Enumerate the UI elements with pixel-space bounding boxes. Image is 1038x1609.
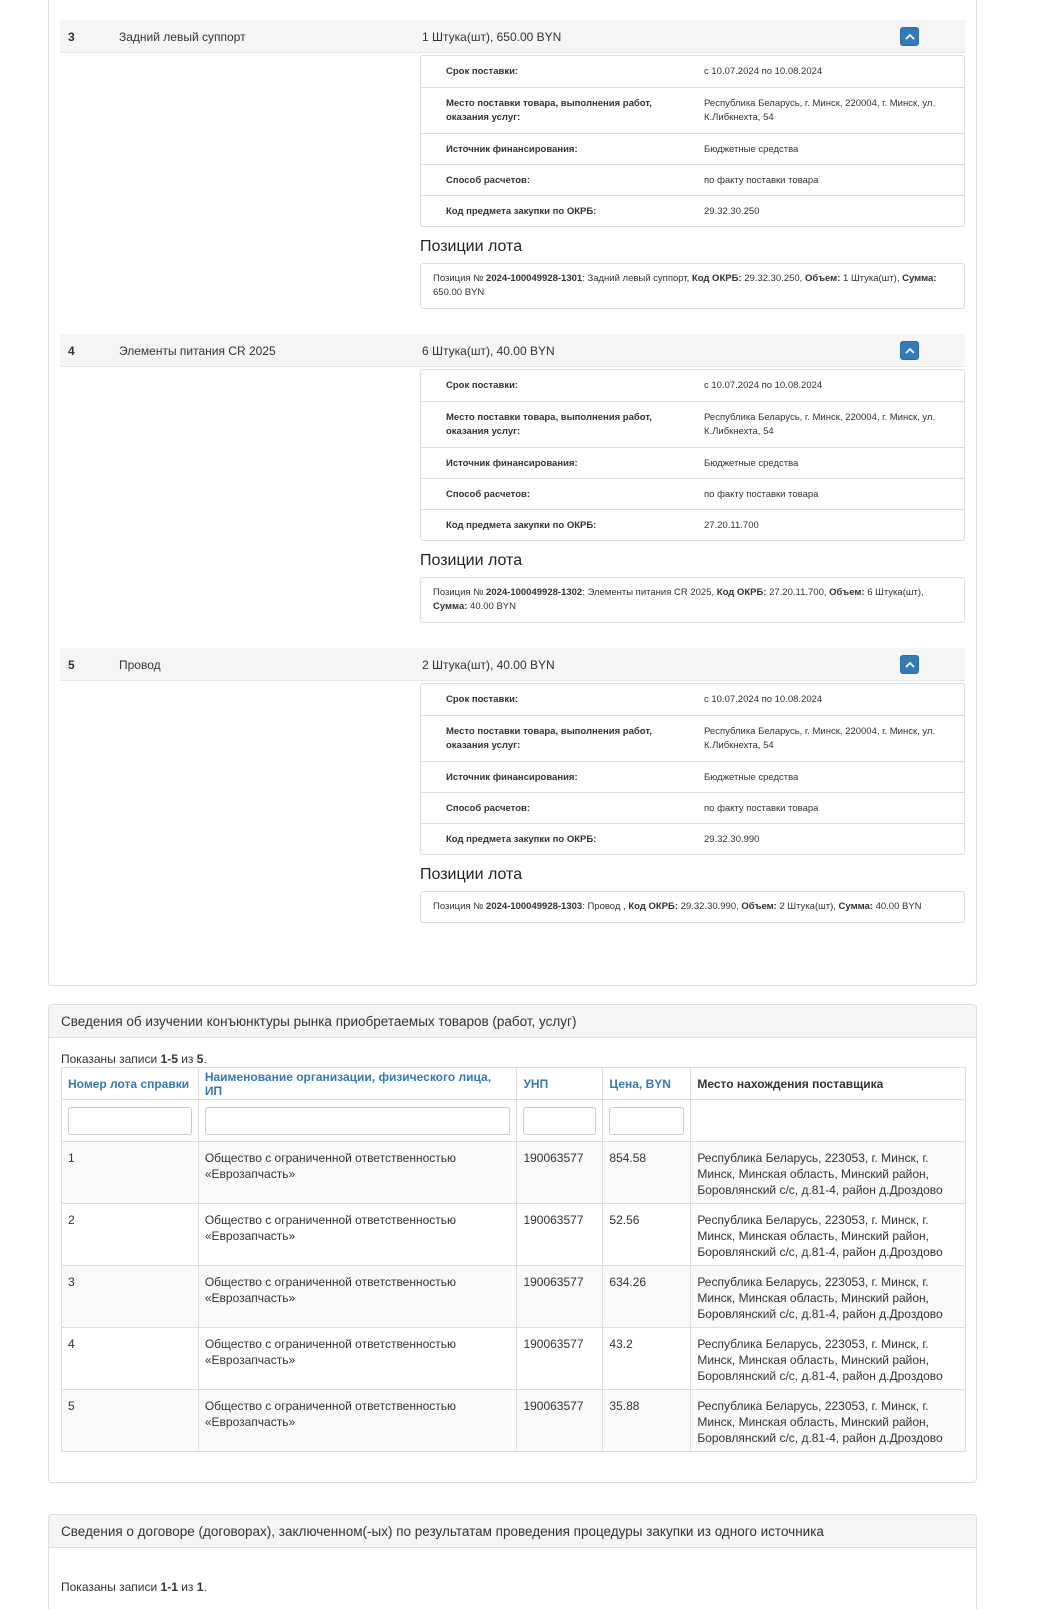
detail-label: Код предмета закупки по ОКРБ:	[446, 520, 597, 531]
lot-row	[60, 648, 965, 681]
lot-3	[60, 20, 965, 298]
detail-label: Срок поставки:	[446, 694, 519, 705]
table-row	[62, 1390, 966, 1452]
cell-unp: 190063577	[517, 1328, 603, 1390]
records-summary	[61, 1580, 207, 1594]
position-prefix: Позиция №	[433, 587, 487, 598]
lot-name: Задний левый суппорт	[119, 30, 246, 44]
detail-label: Место поставки товара, выполнения работ, оказания услуг:	[446, 412, 652, 437]
detail-row	[421, 715, 964, 761]
detail-label: Срок поставки:	[446, 66, 519, 77]
detail-row	[421, 401, 964, 447]
cell-organization: Общество с ограниченной ответственностью «Еврозапчасть»	[198, 1328, 517, 1390]
sort-organization-header[interactable]: Наименование организации, физического лица, ИП	[198, 1068, 517, 1100]
detail-value: Бюджетные средства	[704, 772, 799, 783]
summary-prefix: Показаны записи	[61, 1052, 161, 1066]
volume-value: 2 Штука(шт),	[776, 901, 839, 912]
position-number: 2024-100049928-1303	[486, 901, 583, 912]
records-summary	[61, 1052, 207, 1066]
detail-value: с 10.07.2024 по 10.08.2024	[704, 66, 823, 77]
lot-row	[60, 334, 965, 367]
summary-total: 1	[196, 1580, 204, 1594]
lot-positions-title: Позиции лота	[420, 238, 523, 255]
cell-lot-number: 4	[62, 1328, 199, 1390]
detail-value: по факту поставки товара	[704, 489, 819, 500]
lot-number: 4	[68, 344, 75, 358]
okrb-label: Код ОКРБ:	[716, 587, 767, 598]
collapse-toggle-button[interactable]	[900, 27, 919, 46]
okrb-label: Код ОКРБ:	[628, 901, 679, 912]
detail-row	[421, 195, 964, 226]
position-prefix: Позиция №	[433, 273, 487, 284]
okrb-value: 29.32.30.250,	[741, 273, 805, 284]
okrb-value: 27.20.11.700,	[766, 587, 830, 598]
lot-position-box	[420, 891, 965, 923]
cell-price: 52.56	[603, 1204, 691, 1266]
sort-price-header[interactable]: Цена, BYN	[603, 1068, 691, 1100]
cell-address: Республика Беларусь, 223053, г. Минск, г. Минск, Минская область, Минский район, Боровлянский с/с, д.81-4, район д.Дроздово	[691, 1328, 966, 1390]
detail-row	[421, 509, 964, 540]
detail-row	[421, 761, 964, 792]
lot-4	[60, 334, 965, 612]
volume-label: Объем:	[804, 273, 841, 284]
lot-quantity-sum: 6 Штука(шт), 40.00 BYN	[422, 344, 555, 358]
detail-value: 29.32.30.250	[704, 206, 760, 217]
detail-label: Место поставки товара, выполнения работ, оказания услуг:	[446, 98, 652, 123]
summary-prefix: Показаны записи	[61, 1580, 161, 1594]
chevron-up-icon	[905, 347, 915, 354]
okrb-label: Код ОКРБ:	[691, 273, 742, 284]
detail-row	[421, 823, 964, 854]
detail-row	[421, 447, 964, 478]
sum-value: 40.00 BYN	[467, 601, 516, 612]
summary-range: 1-1	[160, 1580, 178, 1594]
detail-row	[421, 56, 964, 87]
detail-value: Бюджетные средства	[704, 144, 799, 155]
summary-total: 5	[196, 1052, 204, 1066]
lot-name: Провод	[119, 658, 161, 672]
summary-suffix: .	[203, 1580, 207, 1594]
cell-price: 634.26	[603, 1266, 691, 1328]
market-research-panel	[48, 1004, 977, 1483]
detail-row	[421, 684, 964, 715]
cell-unp: 190063577	[517, 1142, 603, 1204]
detail-label: Способ расчетов:	[446, 489, 531, 500]
volume-value: 1 Штука(шт),	[840, 273, 903, 284]
detail-label: Источник финансирования:	[446, 458, 578, 469]
lot-positions-title: Позиции лота	[420, 552, 523, 569]
summary-mid: из	[177, 1052, 197, 1066]
filter-cell	[603, 1100, 691, 1142]
sum-label: Сумма:	[433, 601, 468, 612]
cell-organization: Общество с ограниченной ответственностью «Еврозапчасть»	[198, 1204, 517, 1266]
detail-label: Источник финансирования:	[446, 772, 578, 783]
lot-name: Элементы питания CR 2025	[119, 344, 276, 358]
volume-label: Объем:	[829, 587, 865, 598]
lot-number: 5	[68, 658, 75, 672]
detail-value: Бюджетные средства	[704, 458, 799, 469]
position-prefix: Позиция №	[433, 901, 487, 912]
detail-row	[421, 370, 964, 401]
position-name: : Задний левый суппорт,	[582, 273, 692, 284]
contracts-panel-heading: Сведения о договоре (договорах), заключенном(-ых) по результатам проведения процедуры закупки из одного источника	[49, 1515, 976, 1548]
collapse-toggle-button[interactable]	[900, 655, 919, 674]
detail-row	[421, 478, 964, 509]
detail-label: Способ расчетов:	[446, 175, 531, 186]
detail-value: с 10.07.2024 по 10.08.2024	[704, 380, 823, 391]
sum-label: Сумма:	[902, 273, 937, 284]
table-header-row	[62, 1068, 966, 1100]
detail-label: Способ расчетов:	[446, 803, 531, 814]
cell-price: 854.58	[603, 1142, 691, 1204]
cell-organization: Общество с ограниченной ответственностью «Еврозапчасть»	[198, 1266, 517, 1328]
detail-row	[421, 792, 964, 823]
position-name: : Провод ,	[582, 901, 629, 912]
cell-price: 35.88	[603, 1390, 691, 1452]
summary-range: 1-5	[160, 1052, 178, 1066]
chevron-up-icon	[905, 661, 915, 668]
detail-label: Источник финансирования:	[446, 144, 578, 155]
chevron-up-icon	[905, 33, 915, 40]
sum-label: Сумма:	[838, 901, 873, 912]
lot-number: 3	[68, 30, 75, 44]
table-row	[62, 1142, 966, 1204]
contracts-panel	[48, 1514, 977, 1609]
detail-value: Республика Беларусь, г. Минск, 220004, г. Минск, ул. К.Либкнехта, 54	[704, 98, 936, 123]
filter-cell	[691, 1100, 966, 1142]
lot-details-table	[420, 683, 965, 855]
summary-mid: из	[177, 1580, 197, 1594]
filter-row	[62, 1100, 966, 1142]
lot-details-table	[420, 55, 965, 227]
lot-position-box	[420, 577, 965, 623]
sum-value: 40.00 BYN	[872, 901, 922, 912]
market-table	[61, 1067, 966, 1452]
table-row	[62, 1266, 966, 1328]
lot-5	[60, 648, 965, 912]
okrb-value: 29.32.30.990,	[678, 901, 742, 912]
table-row	[62, 1328, 966, 1390]
detail-value: Республика Беларусь, г. Минск, 220004, г. Минск, ул. К.Либкнехта, 54	[704, 726, 936, 751]
detail-row	[421, 87, 964, 133]
cell-lot-number: 3	[62, 1266, 199, 1328]
cell-address: Республика Беларусь, 223053, г. Минск, г. Минск, Минская область, Минский район, Боровлянский с/с, д.81-4, район д.Дроздово	[691, 1390, 966, 1452]
detail-value: с 10.07.2024 по 10.08.2024	[704, 694, 823, 705]
cell-address: Республика Беларусь, 223053, г. Минск, г. Минск, Минская область, Минский район, Боровлянский с/с, д.81-4, район д.Дроздово	[691, 1266, 966, 1328]
cell-unp: 190063577	[517, 1390, 603, 1452]
detail-label: Код предмета закупки по ОКРБ:	[446, 834, 597, 845]
table-row	[62, 1204, 966, 1266]
detail-label: Срок поставки:	[446, 380, 519, 391]
detail-label: Код предмета закупки по ОКРБ:	[446, 206, 597, 217]
filter-cell	[198, 1100, 517, 1142]
filter-cell	[62, 1100, 199, 1142]
detail-label: Место поставки товара, выполнения работ, оказания услуг:	[446, 726, 652, 751]
lot-position-box	[420, 263, 965, 309]
cell-organization: Общество с ограниченной ответственностью «Еврозапчасть»	[198, 1142, 517, 1204]
lot-details-table	[420, 369, 965, 541]
cell-address: Республика Беларусь, 223053, г. Минск, г. Минск, Минская область, Минский район, Боровлянский с/с, д.81-4, район д.Дроздово	[691, 1204, 966, 1266]
summary-suffix: .	[203, 1052, 207, 1066]
detail-value: 29.32.30.990	[704, 834, 760, 845]
lot-quantity-sum: 2 Штука(шт), 40.00 BYN	[422, 658, 555, 672]
detail-value: по факту поставки товара	[704, 803, 819, 814]
detail-value: Республика Беларусь, г. Минск, 220004, г. Минск, ул. К.Либкнехта, 54	[704, 412, 936, 437]
position-name: : Элементы питания CR 2025,	[582, 587, 717, 598]
lot-row	[60, 20, 965, 53]
sort-lot-number-header[interactable]: Номер лота справки	[62, 1068, 199, 1100]
cell-lot-number: 5	[62, 1390, 199, 1452]
detail-value: по факту поставки товара	[704, 175, 819, 186]
position-number: 2024-100049928-1301	[486, 273, 583, 284]
organization-filter-input[interactable]	[205, 1107, 511, 1135]
cell-lot-number: 1	[62, 1142, 199, 1204]
volume-value: 6 Штука(шт),	[864, 587, 924, 598]
price-filter-input[interactable]	[609, 1107, 684, 1135]
detail-row	[421, 164, 964, 195]
detail-value: 27.20.11.700	[704, 520, 759, 531]
cell-unp: 190063577	[517, 1266, 603, 1328]
position-number: 2024-100049928-1302	[486, 587, 583, 598]
cell-address: Республика Беларусь, 223053, г. Минск, г. Минск, Минская область, Минский район, Боровлянский с/с, д.81-4, район д.Дроздово	[691, 1142, 966, 1204]
sort-unp-header[interactable]: УНП	[517, 1068, 603, 1100]
market-panel-heading: Сведения об изучении конъюнктуры рынка приобретаемых товаров (работ, услуг)	[49, 1005, 976, 1038]
lot-positions-title: Позиции лота	[420, 866, 523, 883]
filter-cell	[517, 1100, 603, 1142]
supplier-location-header: Место нахождения поставщика	[691, 1068, 966, 1100]
lot-quantity-sum: 1 Штука(шт), 650.00 BYN	[422, 30, 562, 44]
cell-organization: Общество с ограниченной ответственностью «Еврозапчасть»	[198, 1390, 517, 1452]
collapse-toggle-button[interactable]	[900, 341, 919, 360]
cell-lot-number: 2	[62, 1204, 199, 1266]
lot-number-filter-input[interactable]	[68, 1107, 192, 1135]
cell-unp: 190063577	[517, 1204, 603, 1266]
volume-label: Объем:	[741, 901, 777, 912]
detail-row	[421, 133, 964, 164]
unp-filter-input[interactable]	[523, 1107, 596, 1135]
cell-price: 43.2	[603, 1328, 691, 1390]
sum-value: 650.00 BYN	[433, 287, 485, 298]
